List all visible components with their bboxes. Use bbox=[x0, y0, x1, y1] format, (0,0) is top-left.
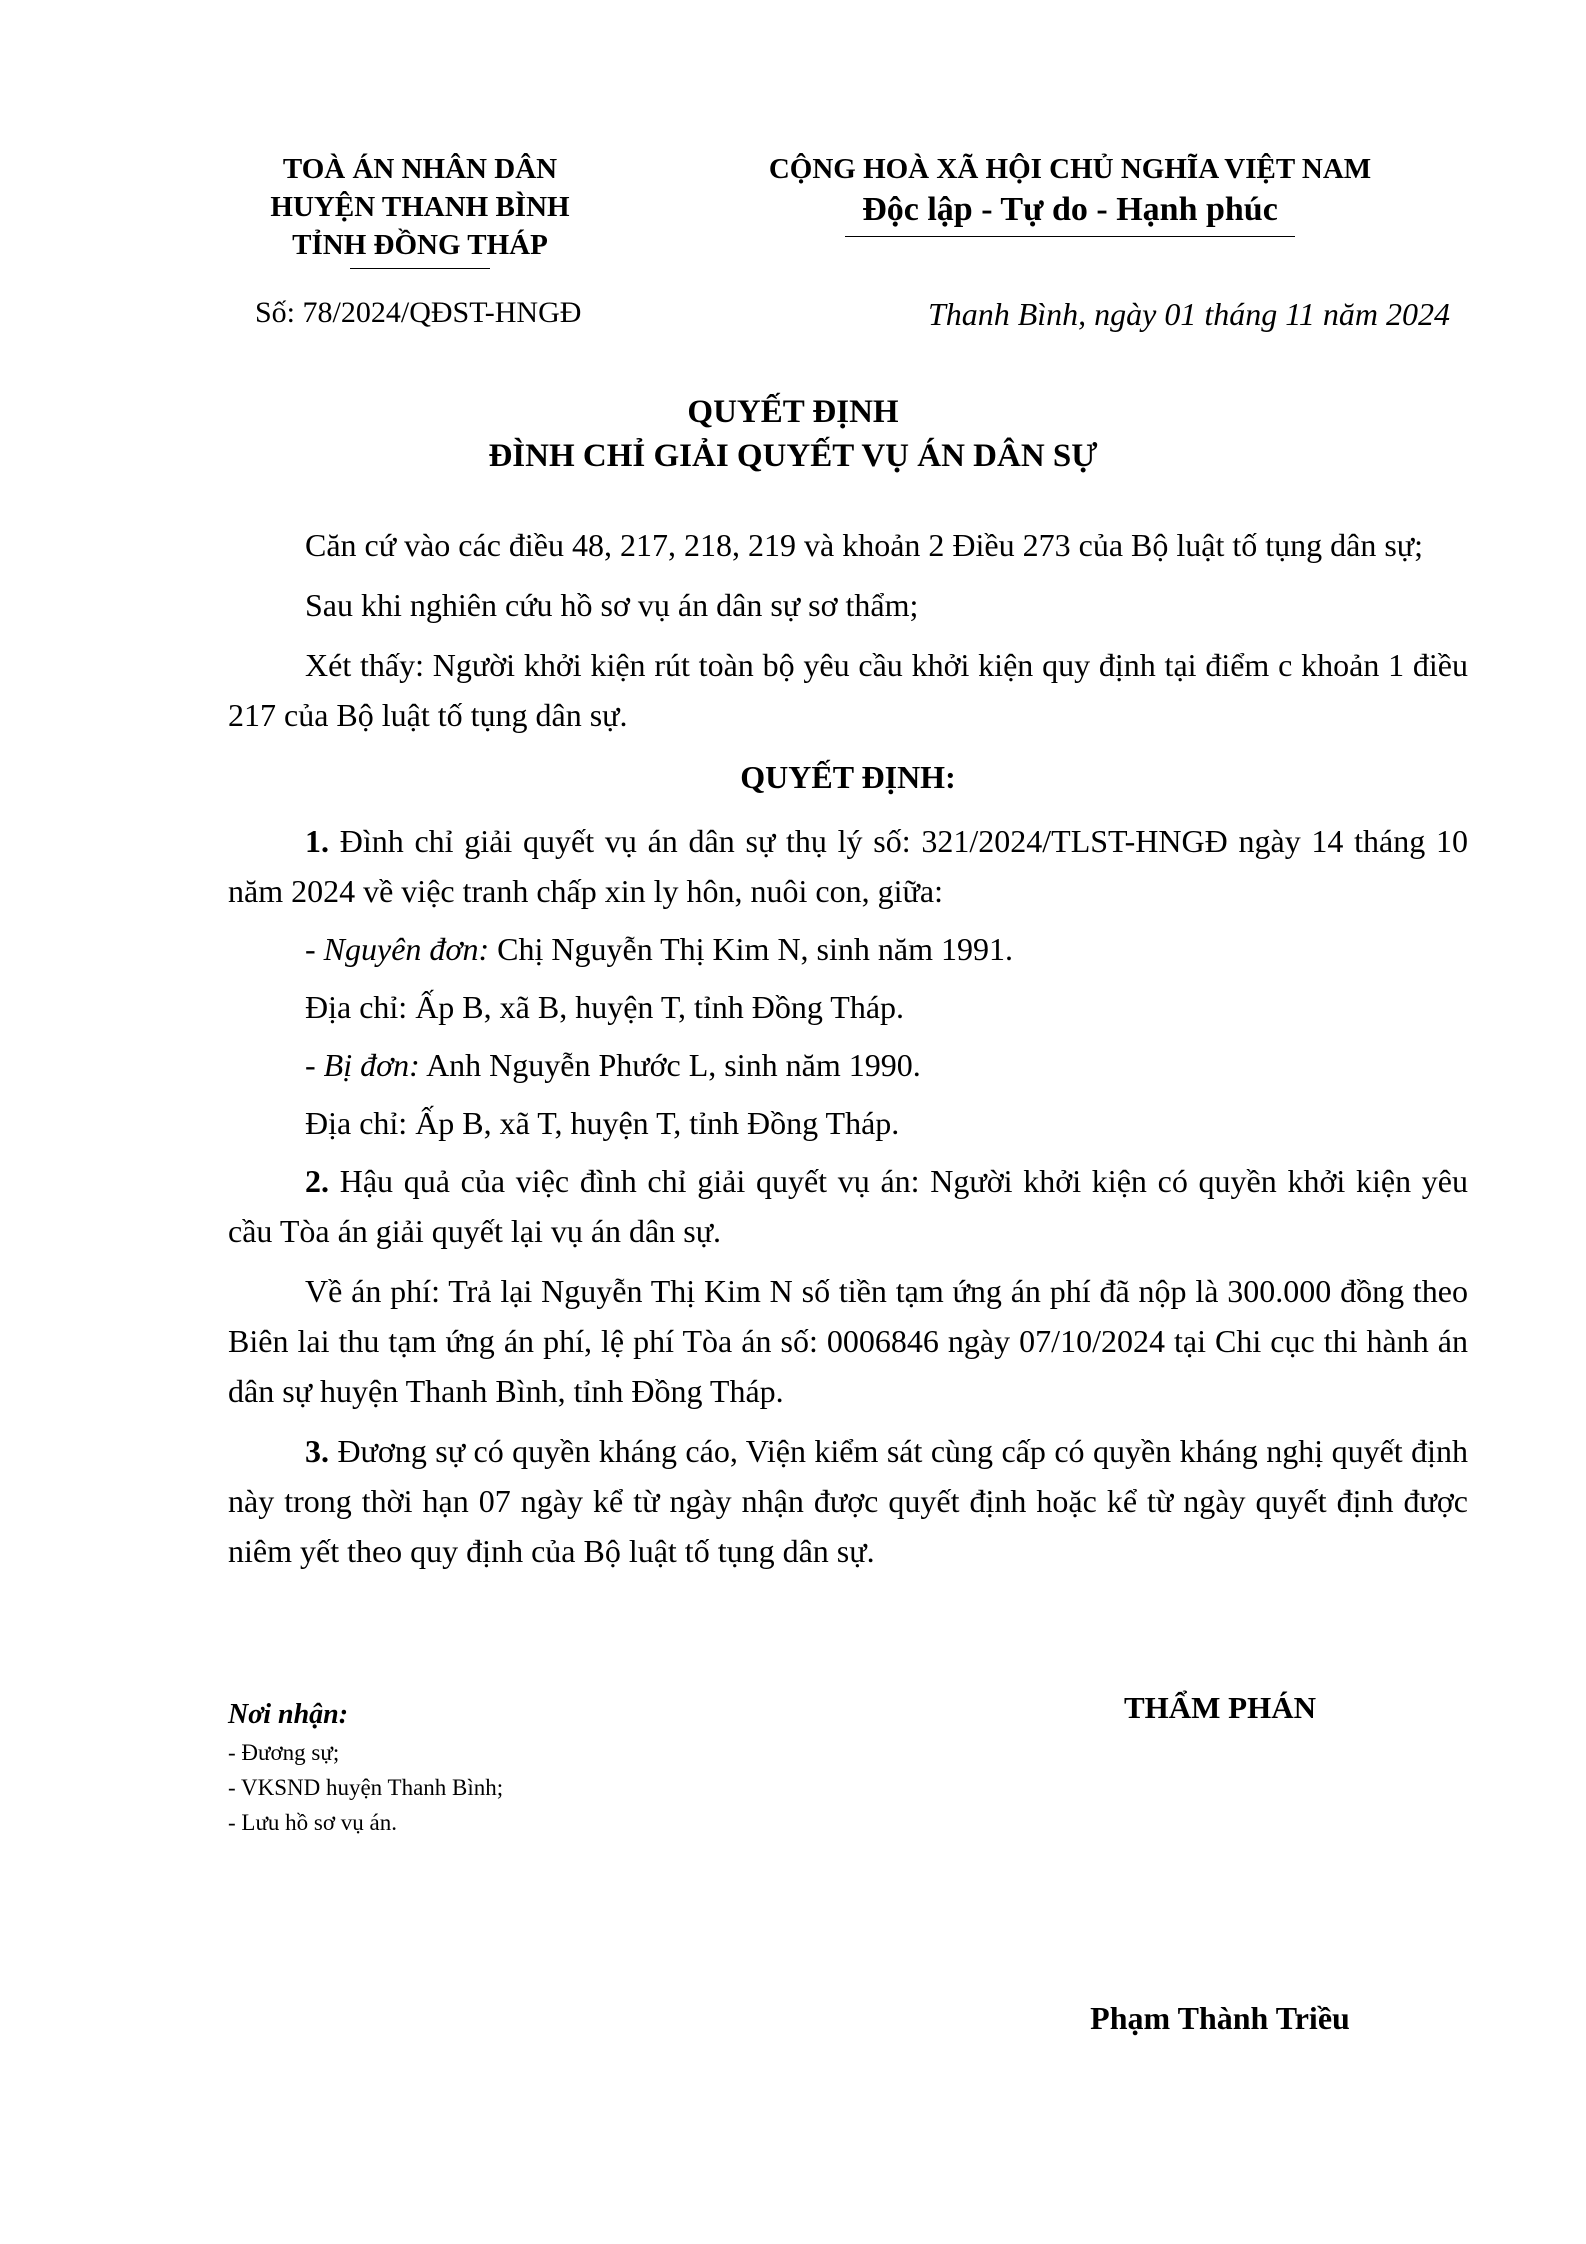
defendant-value: Anh Nguyễn Phước L, sinh năm 1990. bbox=[419, 1047, 921, 1083]
defendant-address: Địa chỉ: Ấp B, xã T, huyện T, tỉnh Đồng Tháp. bbox=[305, 1105, 900, 1141]
plaintiff-address: Địa chỉ: Ấp B, xã B, huyện T, tỉnh Đồng Tháp. bbox=[305, 989, 905, 1025]
item-text: Đương sự có quyền kháng cáo, Viện kiểm sát cùng cấp có quyền kháng nghị quyết định này trong thời hạn 07 ngày kể từ ngày nhận được quyết định hoặc kể từ ngày quyết định được niêm yết theo quy định của Bộ luật tố tụng dân sự. bbox=[228, 1433, 1468, 1569]
court-line: TỈNH ĐỒNG THÁP bbox=[292, 229, 548, 261]
court-line: TOÀ ÁN NHÂN DÂN bbox=[282, 153, 558, 185]
decision-item-1 bbox=[228, 816, 1468, 916]
title-line-2: ĐÌNH CHỈ GIẢI QUYẾT VỤ ÁN DÂN SỰ bbox=[488, 438, 1098, 474]
recipient-item: - Đương sự; bbox=[228, 1740, 340, 1765]
motto-underline bbox=[845, 236, 1295, 237]
defendant-line bbox=[228, 1040, 1468, 1090]
list-dash: - bbox=[305, 931, 324, 967]
court-header bbox=[230, 150, 610, 269]
item-number: 2. bbox=[305, 1163, 329, 1199]
review-paragraph: Sau khi nghiên cứu hồ sơ vụ án dân sự sơ thẩm; bbox=[305, 587, 919, 623]
recipients-block bbox=[228, 1697, 928, 1840]
recipient-item: - VKSND huyện Thanh Bình; bbox=[228, 1775, 504, 1800]
document-body bbox=[228, 520, 1468, 1586]
national-header bbox=[700, 150, 1440, 237]
legal-basis-paragraph: Căn cứ vào các điều 48, 217, 218, 219 và khoản 2 Điều 273 của Bộ luật tố tụng dân sự; bbox=[305, 527, 1424, 563]
defendant-label: Bị đơn: bbox=[323, 1047, 420, 1083]
plaintiff-value: Chị Nguyễn Thị Kim N, sinh năm 1991. bbox=[489, 931, 1013, 967]
document-number: Số: 78/2024/QĐST-HNGĐ bbox=[255, 296, 582, 329]
court-line: HUYỆN THANH BÌNH bbox=[270, 191, 570, 223]
nation-name: CỘNG HOÀ XÃ HỘI CHỦ NGHĨA VIỆT NAM bbox=[768, 153, 1372, 185]
item-text: Đình chỉ giải quyết vụ án dân sự thụ lý số: 321/2024/TLST-HNGĐ ngày 14 tháng 10 năm 2024 về việc tranh chấp xin ly hôn, nuôi con, giữa: bbox=[228, 823, 1468, 909]
list-dash: - bbox=[305, 1047, 324, 1083]
consideration-paragraph: Xét thấy: Người khởi kiện rút toàn bộ yêu cầu khởi kiện quy định tại điểm c khoản 1 điều 217 của Bộ luật tố tụng dân sự. bbox=[228, 647, 1468, 733]
court-underline bbox=[350, 268, 490, 269]
nation-motto: Độc lập - Tự do - Hạnh phúc bbox=[862, 191, 1278, 228]
plaintiff-line bbox=[228, 924, 1468, 974]
item-text: Hậu quả của việc đình chỉ giải quyết vụ án: Người khởi kiện có quyền khởi kiện yêu cầu Tòa án giải quyết lại vụ án dân sự. bbox=[228, 1163, 1468, 1249]
title-line-1: QUYẾT ĐỊNH bbox=[687, 394, 899, 430]
document-title bbox=[0, 390, 1586, 478]
recipient-item: - Lưu hồ sơ vụ án. bbox=[228, 1810, 397, 1835]
court-fee-paragraph: Về án phí: Trả lại Nguyễn Thị Kim N số tiền tạm ứng án phí đã nộp là 300.000 đồng theo Biên lai thu tạm ứng án phí, lệ phí Tòa án số: 0006846 ngày 07/10/2024 tại Chi cục thi hành án dân sự huyện Thanh Bình, tỉnh Đồng Tháp. bbox=[228, 1273, 1468, 1409]
recipients-heading: Nơi nhận: bbox=[228, 1699, 349, 1730]
recipients-list bbox=[228, 1735, 928, 1840]
decision-item-3 bbox=[228, 1426, 1468, 1576]
place-and-date: Thanh Bình, ngày 01 tháng 11 năm 2024 bbox=[927, 296, 1450, 332]
signer-title: THẨM PHÁN bbox=[1123, 1690, 1316, 1725]
decision-item-2 bbox=[228, 1156, 1468, 1256]
signer-name: Phạm Thành Triều bbox=[1090, 2000, 1350, 2036]
item-number: 1. bbox=[305, 823, 329, 859]
item-number: 3. bbox=[305, 1433, 329, 1469]
plaintiff-label: Nguyên đơn: bbox=[323, 931, 490, 967]
decision-heading: QUYẾT ĐỊNH: bbox=[740, 759, 956, 795]
